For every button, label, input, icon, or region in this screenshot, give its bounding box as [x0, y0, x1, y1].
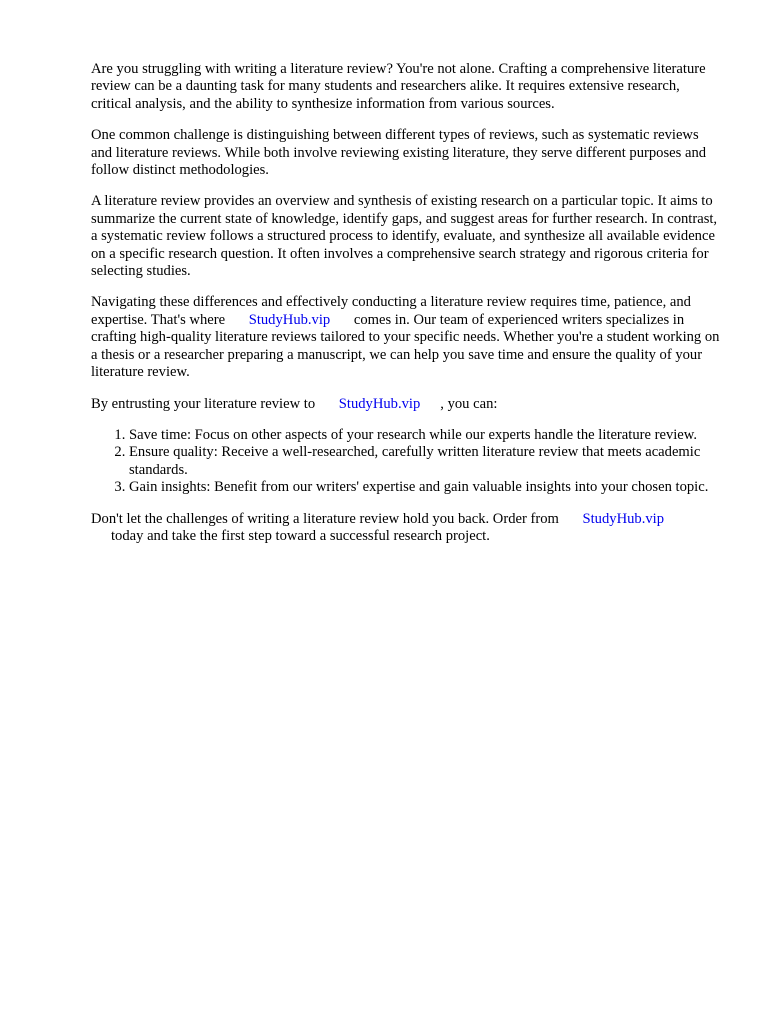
benefits-list [91, 427, 721, 497]
definition-paragraph: A literature review provides an overview and synthesis of existing research on a particular topic. It aims to summarize the current state of knowledge, identify gaps, and suggest areas for further research. In contrast, a systematic review follows a structured process to identify, evaluate, and synthesize all available evidence on a specific research question. It often involves a comprehensive search strategy and rigorous criteria for selecting studies. [91, 193, 718, 280]
studyhub-link[interactable]: StudyHub.vip [248, 311, 331, 328]
closing-paragraph [91, 511, 721, 546]
navigating-text-before: Navigating these differences and effectively conducting a literature review requires time, patience, and expertise. That's where [91, 294, 691, 328]
list-item: 3. Gain insights: Benefit from our writers' expertise and gain valuable insights into your chosen topic. [129, 479, 721, 496]
closing-text-before: Don't let the challenges of writing a literature review hold you back. Order from [91, 510, 559, 527]
document-page [91, 61, 721, 559]
entrusting-paragraph [91, 396, 721, 413]
challenge-paragraph: One common challenge is distinguishing between different types of reviews, such as systematic reviews and literature reviews. While both involve reviewing existing literature, they serve different purposes and follow distinct methodologies. [91, 127, 707, 179]
entrusting-text-after: , you can: [440, 395, 498, 412]
intro-paragraph: Are you struggling with writing a literature review? You're not alone. Crafting a comprehensive literature review can be a daunting task for many students and researchers alike. It requires extensive research, critical analysis, and the ability to synthesize information from various sources. [91, 61, 706, 112]
list-item: 1. Save time: Focus on other aspects of your research while our experts handle the literature review. [129, 427, 721, 444]
navigating-paragraph [91, 294, 721, 381]
studyhub-link[interactable]: StudyHub.vip [582, 510, 665, 527]
closing-text-after: today and take the first step toward a successful research project. [111, 527, 490, 544]
list-item: 2. Ensure quality: Receive a well-researched, carefully written literature review that meets academic standards. [129, 444, 721, 479]
entrusting-text-before: By entrusting your literature review to [91, 395, 316, 412]
navigating-text-after: comes in. Our team of experienced writers specializes in crafting high-quality literature reviews tailored to your specific needs. Whether you're a student working on a thesis or a researcher preparing a manuscript, we can help you save time and ensure the quality of your literature review. [91, 311, 720, 381]
studyhub-link[interactable]: StudyHub.vip [338, 395, 421, 412]
